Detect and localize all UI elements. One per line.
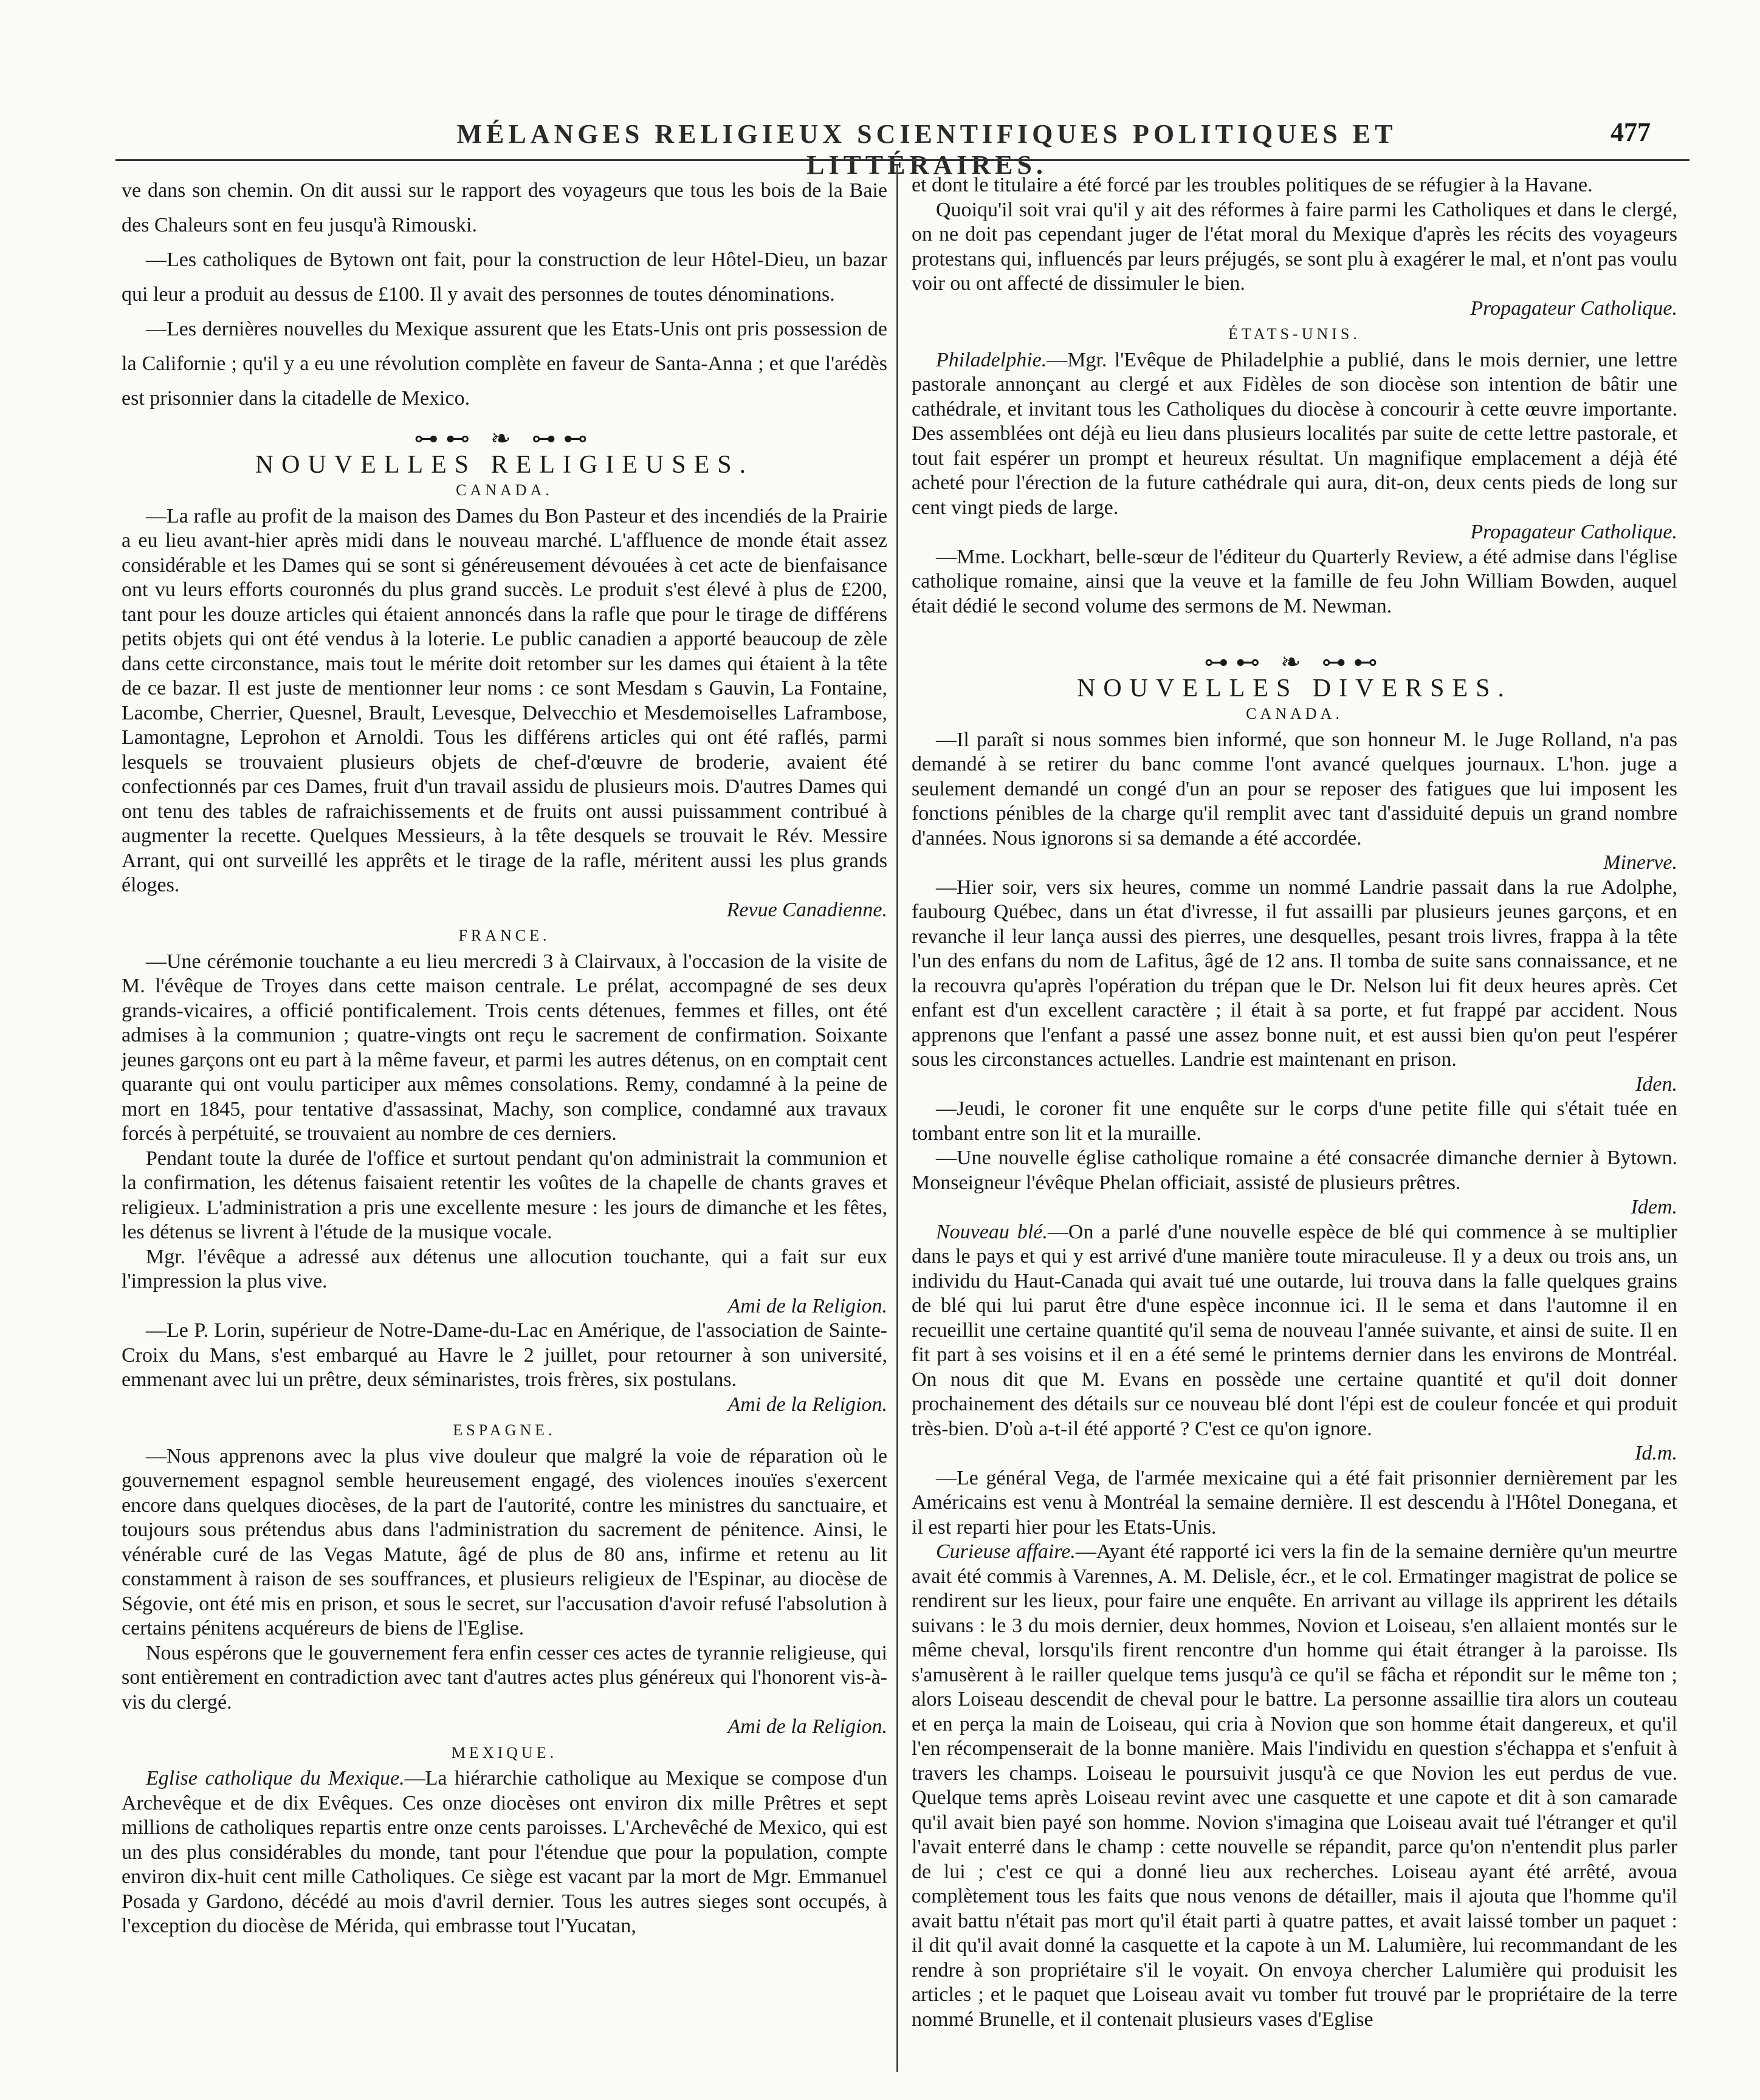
header-rule	[115, 159, 1690, 161]
section-title: NOUVELLES RELIGIEUSES.	[255, 450, 754, 479]
section-title: NOUVELLES DIVERSES.	[1077, 674, 1512, 702]
source-credit: Iden.	[1635, 1072, 1677, 1096]
article-paragraph	[912, 1540, 1677, 2032]
page-number: 477	[1610, 117, 1651, 147]
source-credit: Propagateur Catholique.	[1470, 297, 1677, 320]
running-header: MÉLANGES RELIGIEUX SCIENTIFIQUES POLITIQUES ET LITTÉRAIRES.	[456, 119, 1397, 180]
news-item: —Les dernières nouvelles du Mexique assurent que les Etats-Unis ont pris possession de la Californie ; qu'il y a eu une révolution complète en faveur de Santa-Anna ; et que l'arédès est prisonnier dans la citadelle de Mexico.	[122, 318, 887, 410]
article-paragraph: —Une cérémonie touchante a eu lieu mercredi 3 à Clairvaux, à l'occasion de la visite de M. l'évêque de Troyes dans cette maison centrale. Le prélat, accompagné de ses deux grands-vicaires, a officié pontificalement. Trois cents détenues, femmes et filles, ont été admises à la communion ; quatre-vingts ont reçu le sacrement de confirmation. Soixante jeunes garçons ont eu part à la même faveur, et parmi les autres détenus, on en comptait cent quarante qui ont voulu participer aux mêmes consolations. Remy, condamné à la peine de mort en 1845, pour tentative d'assassinat, Machy, son complice, condamné aux travaux forcés à perpétuité, se trouvaient au nombre de ces derniers.	[122, 950, 887, 1145]
source-credit: Revue Canadienne.	[726, 898, 887, 921]
source-credit: Idem.	[1631, 1196, 1677, 1218]
ornament-divider: ⊶⊷ ❧ ⊶⊷	[414, 425, 595, 452]
news-item: —Les catholiques de Bytown ont fait, pour la construction de leur Hôtel-Dieu, un bazar qui leur a produit au dessus de £100. Il y avait des personnes de toutes dénominations.	[122, 249, 887, 306]
article-paragraph: —Hier soir, vers six heures, comme un nommé Landrie passait dans la rue Adolphe, faubourg Québec, dans un état d'ivresse, il fut assailli par plusieurs jeunes garçons, et en revanche il leur lança aussi des pierres, une desquelles, pesant trois livres, frappa à la tête l'un des enfans du nom de Lafitus, âgé de 12 ans. Il tomba de suite sans connaissance, et ne la recouvra qu'après l'opération du trépan que le Dr. Nelson lui fit deux heures après. Cet enfant est d'un excellent caractère ; il était à sa porte, et fut frappé par accident. Nous apprenons que l'enfant a passé une assez bonne nuit, et est aussi bien qu'on peut l'espérer sous les circonstances actuelles. Landrie est maintenant en prison.	[912, 876, 1677, 1071]
article-body: —Ayant été rapporté ici vers la fin de la semaine dernière qu'un meurtre avait été commis à Varennes, A. M. Delisle, écr., et le col. Ermatinger magistrat de police se rendirent sur les lieux, pour faire une enquête. En arrivant au village ils apprirent les détails suivans : le 3 du mois dernier, deux hommes, Novion et Loiseau, s'en allaient montés sur le même cheval, lorsqu'ils firent rencontre d'un homme qui était étranger à la paroisse. Ils s'amusèrent à le railler quelque tems jusqu'à ce qu'il se fâcha et répondit sur le même ton ; alors Loiseau descendit de cheval pour le battre. La personne assaillie tira alors un couteau et en perça la main de Loiseau, qui cria à Novion que son homme était dangereux, et qu'il l'en récompenserait de la bonne manière. Mais l'individu en question s'échappa et s'enfuit à travers les champs. Loiseau le poursuivit jusqu'à ce que Novion les eut perdus de vue. Quelque tems après Loiseau revint avec une casquette et une capote et dit à son camarade qu'il avait bien payé son homme. Novion s'imagina que Loiseau avait tué l'étranger et qu'il l'avait enterré dans le champ : cette nouvelle se répandit, parce qu'on n'entendit plus parler de lui ; c'est ce qui a donné lieu aux recherches. Loiseau ayant été arrêté, avoua complètement tous les faits que nous venons de détailler, mais il ajouta que l'homme qu'il avait battu n'était pas mort qu'il était parti à quatre pattes, et avait laissé tomber un paquet : il dit qu'il avait donné la casquette et la capote à un M. Lalumière, lui recommandant de les rendre à son propriétaire s'il le voyait. On envoya chercher Lalumière qui produisit les articles ; et le paquet que Loiseau avait vu tomber fut trouvé par le propriétaire de la terre nommé Brunelle, et il contenait plusieurs vases d'Eglise	[912, 1540, 1677, 2031]
article-paragraph: —Mme. Lockhart, belle-sœur de l'éditeur du Quarterly Review, a été admise dans l'église catholique romaine, ainsi que la veuve et la famille de feu John William Bowden, auquel était dédié le second volume des sermons de M. Newman.	[912, 545, 1677, 617]
source-credit: Propagateur Catholique.	[1470, 521, 1677, 543]
article-body: —On a parlé d'une nouvelle espèce de blé qui commence à se multiplier dans le pays et qui y est arrivé d'une manière toute miraculeuse. Il y a deux ou trois ans, un individu du Haut-Canada qui avait tué une outarde, lui trouva dans la falle quelques grains de blé qui lui parut être d'une espèce inconnue ici. Il le sema et dans l'automne il en recueillit une certaine quantité qu'il sema de nouveau l'année suivante, et ainsi de suite. Il en fit part à ses voisins et il en a été semé le printems dernier dans les environs de Montréal. On nous dit que M. Evans en possède une certaine quantité et qu'il doit donner prochainement des détails sur ce nouveau blé dont l'épi est de couleur foncée et qui produit très-bien. D'où a-t-il été apporté ? C'est ce qu'on ignore.	[912, 1220, 1677, 1440]
article-paragraph: et dont le titulaire a été forcé par les troubles politiques de se réfugier à la Havane.	[912, 174, 1593, 196]
news-item: ve dans son chemin. On dit aussi sur le rapport des voyageurs que tous les bois de la Baie des Chaleurs sont en feu jusqu'à Rimouski.	[122, 179, 887, 236]
source-credit: Id.m.	[1635, 1442, 1677, 1464]
article-paragraph: —Le général Vega, de l'armée mexicaine qui a été fait prisonnier dernièrement par les Américains est venu à Montréal la semaine dernière. Il est descendu à l'Hôtel Donegana, et il est reparti hier pour les Etats-Unis.	[912, 1466, 1677, 1539]
subsection-heading: FRANCE.	[458, 927, 551, 944]
article-paragraph	[912, 1220, 1677, 1442]
article-lead: Curieuse affaire.	[936, 1540, 1076, 1563]
article-paragraph: Mgr. l'évêque a adressé aux détenus une allocution touchante, qui a fait sur eux l'impression la plus vive.	[122, 1245, 887, 1292]
article-lead: Philadelphie.	[936, 348, 1047, 371]
article-paragraph: —La rafle au profit de la maison des Dames du Bon Pasteur et des incendiés de la Prairie a eu lieu avant-hier après midi dans le nouveau marché. L'affluence de monde était assez considérable et les Dames qui se sont si généreusement dévouées à cet acte de bienfaisance ont vu leurs efforts couronnés du plus grand succès. Le produit s'est élevé à plus de £200, tant pour les douze articles qui étaient annoncés dans la rafle que pour le tirage de différens petits objets qui ont été vendus à la loterie. Le public canadien a apporté beaucoup de zèle dans cette circonstance, mais tout le mérite doit retomber sur les dames qui étaient à la tête de ce bazar. Il est juste de mentionner leur noms : ce sont Mesdam s Gauvin, La Fontaine, Lacombe, Cherrier, Quesnel, Brault, Levesque, Delvecchio et Mesdemoiselles Laframbose, Lamontagne, Leprohon et Arnoldi. Tous les différens articles qui ont été raflés, parmi lesquels se trouvaient plusieurs objets de chef-d'œuvre de broderie, avaient été confectionnés par ces Dames, fruit d'un travail assidu de plusieurs mois. D'autres Dames qui ont tenu des tables de rafraichissements et de fruits ont aussi puissamment contribué à augmenter la recette. Quelques Messieurs, à la tête desquels se trouvait le Rév. Messire Arrant, qui ont surveillé les apprêts et le tirage de la rafle, méritent aussi les plus grands éloges.	[122, 504, 887, 896]
article-paragraph: —Il paraît si nous sommes bien informé, que son honneur M. le Juge Rolland, n'a pas demandé à se retirer du banc comme l'ont avancé quelques journaux. L'hon. juge a seulement demandé un congé d'un an pour se reposer des fatigues que lui imposent les fonctions pénibles de la charge qu'il remplit avec tant d'assiduité depuis un grand nombre d'années. Nous ignorons si sa demande a été accordée.	[912, 728, 1677, 849]
article-paragraph	[122, 1766, 887, 1939]
article-lead: Eglise catholique du Mexique.	[146, 1767, 405, 1789]
right-column	[912, 173, 1677, 2032]
left-column	[122, 173, 887, 1939]
top-news	[122, 173, 887, 416]
source-credit: Ami de la Religion.	[727, 1393, 887, 1416]
column-divider	[896, 164, 898, 2072]
article-paragraph: Quoiqu'il soit vrai qu'il y ait des réformes à faire parmi les Catholiques et dans le clergé, on ne doit pas cependant juger de l'état moral du Mexique d'après les récits des voyageurs protestans qui, influencés par leurs préjugés, se sont plu à exagérer le mal, et n'ont pas voulu voir ou ont affecté de dissimuler le bien.	[912, 198, 1677, 295]
article-body: —Mgr. l'Evêque de Philadelphie a publié, dans le mois dernier, une lettre pastorale annonçant au clergé et aux Fidèles de son diocèse son intention de bâtir une cathédrale, et invitant tous les Catholiques du diocèse à concourir à cette œuvre importante. Des assemblées ont déjà eu lieu dans plusieurs localités par suite de cette lettre pastorale, et tout fait espérer un prompt et heureux résultat. Un magnifique emplacement a déjà été acheté pour l'érection de la future cathédrale qui aura, dit-on, deux cents pieds de long sur cent vingt pieds de large.	[912, 348, 1677, 519]
article-paragraph: —Le P. Lorin, supérieur de Notre-Dame-du-Lac en Amérique, de l'association de Sainte-Croix du Mans, s'est embarqué au Havre le 2 juillet, pour retourner à son université, emmenant avec lui un prêtre, deux séminaristes, trois frères, six postulans.	[122, 1319, 887, 1391]
subsection-heading: MEXIQUE.	[451, 1743, 558, 1762]
article-paragraph: —Jeudi, le coroner fit une enquête sur le corps d'une petite fille qui s'était tuée en tombant entre son lit et la muraille.	[912, 1097, 1677, 1145]
article-body: —La hiérarchie catholique au Mexique se compose d'un Archevêque et de dix Evêques. Ces onze diocèses ont environ dix mille Prêtres et sept millions de catholiques repartis entre onze cents paroisses. L'Archevêché de Mexico, qui est un des plus considérables du monde, tant pour l'étendue que pour la population, compte environ dix-huit cent mille Catholiques. Ce siège est vacant par la mort de Mgr. Emmanuel Posada y Gardono, décédé au mois d'avril dernier. Tous les autres sieges sont occupés, à l'exception du diocèse de Mérida, qui embrasse tout l'Yucatan,	[122, 1767, 887, 1937]
subsection-heading: ESPAGNE.	[453, 1421, 556, 1439]
article-paragraph: Nous espérons que le gouvernement fera enfin cesser ces actes de tyrannie religieuse, qui sont entièrement en contradiction avec tant d'autres actes plus généreux qui l'honorent vis-à-vis du clergé.	[122, 1641, 887, 1714]
subsection-heading: CANADA.	[456, 481, 553, 499]
article-paragraph: Pendant toute la durée de l'office et surtout pendant qu'on administrait la communion et la confirmation, les détenus faisaient retentir les voûtes de la chapelle de chants graves et religieux. L'administration a pris une excellente mesure : les jours de dimanche et les fêtes, les détenus se livrent à l'étude de la musique vocale.	[122, 1147, 887, 1243]
spacer	[912, 619, 1677, 639]
article-lead: Nouveau blé.	[936, 1220, 1048, 1243]
subsection-heading: ÉTATS-UNIS.	[1228, 325, 1361, 343]
source-credit: Ami de la Religion.	[727, 1294, 887, 1317]
subsection-heading: CANADA.	[1246, 705, 1343, 722]
article-paragraph: —Une nouvelle église catholique romaine a été consacrée dimanche dernier à Bytown. Monseigneur l'évêque Phelan officiait, assisté de plusieurs prêtres.	[912, 1147, 1677, 1194]
source-credit: Minerve.	[1603, 851, 1677, 874]
article-paragraph	[912, 348, 1677, 521]
article-paragraph: —Nous apprenons avec la plus vive douleur que malgré la voie de réparation où le gouvernement espagnol semble heureusement engagé, des violences inouïes s'exercent encore dans quelques diocèses, de la part de l'autorité, contre les ministres du sanctuaire, et toujours sous prétendus abus dans l'administration du sacrement de pénitence. Ainsi, le vénérable curé de las Vegas Matute, âgé de plus de 80 ans, infirme et retenu au lit constamment à raison de ses souffrances, et plusieurs religieux de l'Espinar, au diocèse de Ségovie, ont été mis en prison, et sous le secret, sur l'accusation d'avoir refusé l'absolution à certains pénitens acquéreurs de biens de l'Eglise.	[122, 1444, 887, 1639]
source-credit: Ami de la Religion.	[727, 1715, 887, 1738]
ornament-divider: ⊶⊷ ❧ ⊶⊷	[1204, 648, 1385, 676]
